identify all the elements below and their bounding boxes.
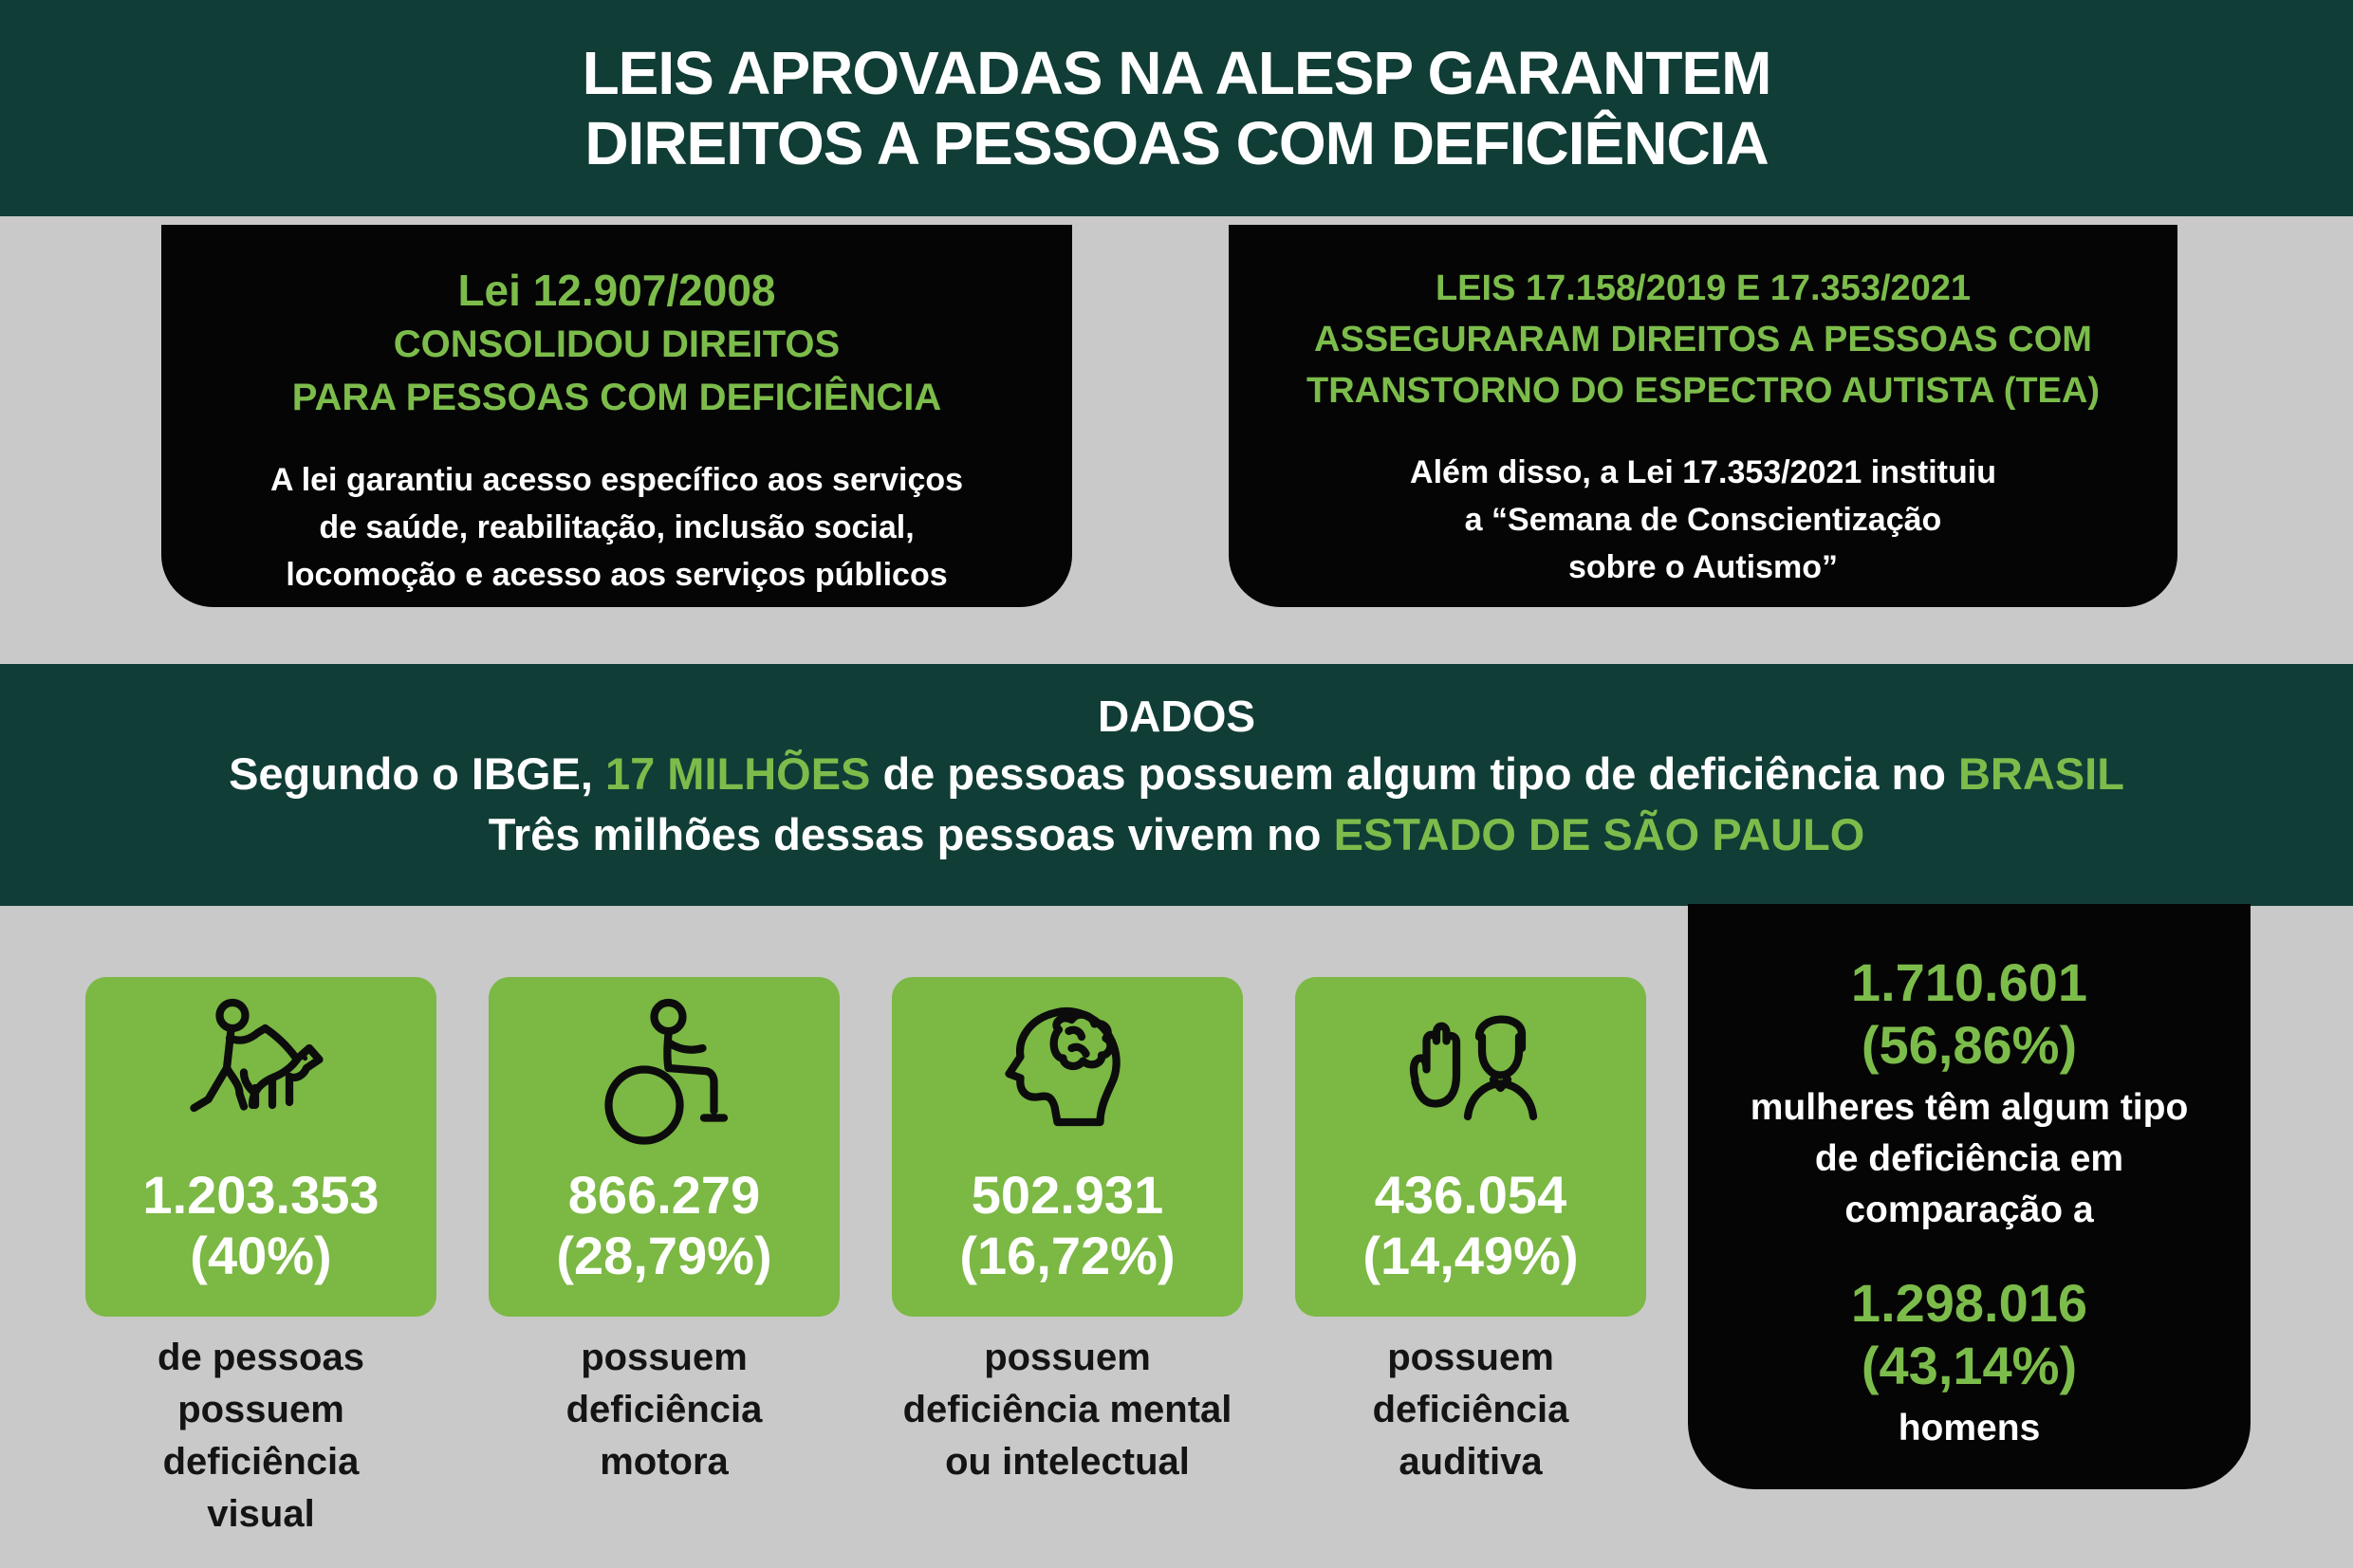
stat-value: 436.054 (1374, 1165, 1567, 1225)
men-value: 1.298.016 (1850, 1273, 2088, 1333)
dados-highlight-17-milhoes: 17 MILHÕES (604, 748, 871, 799)
caption-line: auditiva (1399, 1441, 1543, 1483)
dados-line-sao-paulo (489, 804, 1865, 865)
wheelchair-user-icon (579, 994, 750, 1165)
page-title-line1: LEIS APROVADAS NA ALESP GARANTEM (582, 39, 1771, 107)
caption-line: possuem (177, 1389, 344, 1430)
women-value: 1.710.601 (1850, 952, 2088, 1012)
stat-card-mental (892, 977, 1243, 1317)
stat-percent: (40%) (190, 1226, 332, 1285)
men-percent: (43,14%) (1861, 1336, 2078, 1395)
law-card-12907-2008 (161, 225, 1072, 607)
caption-line: possuem (581, 1337, 748, 1378)
law-card-heading (292, 263, 942, 424)
law-card-body (270, 456, 963, 599)
law-heading-line: CONSOLIDOU DIREITOS (393, 323, 841, 365)
law-number: Lei 12.907/2008 (457, 266, 776, 315)
law-body-line: A lei garantiu acesso específico aos serviços (269, 462, 964, 498)
caption-line: deficiência mental (902, 1389, 1232, 1430)
law-card-heading (1306, 263, 2100, 416)
caption-line: possuem (984, 1337, 1151, 1378)
caption-line: ou intelectual (945, 1441, 1190, 1483)
women-label-line: comparação a (1844, 1190, 2094, 1230)
caption-line: deficiência (565, 1389, 763, 1430)
caption-line: visual (207, 1493, 315, 1535)
caption-line: deficiência (1372, 1389, 1569, 1430)
stat-caption-motora (446, 1332, 882, 1488)
caption-line: possuem (1387, 1337, 1554, 1378)
stat-card-motora (489, 977, 840, 1317)
law-card-17158-17353 (1229, 225, 2177, 607)
dados-highlight-brasil: BRASIL (1957, 748, 2124, 799)
header-band (0, 0, 2353, 216)
men-label: homens (1898, 1408, 2041, 1448)
stat-percent: (28,79%) (556, 1226, 772, 1285)
stat-caption-visual (43, 1332, 479, 1540)
sign-language-hand-person-icon (1385, 994, 1556, 1165)
dados-band (0, 664, 2353, 906)
stat-card-auditiva (1295, 977, 1646, 1317)
caption-line: deficiência (162, 1441, 360, 1483)
women-label-line: mulheres têm algum tipo (1750, 1087, 2189, 1128)
page-title-line2: DIREITOS A PESSOAS COM DEFICIÊNCIA (584, 109, 1769, 177)
law-body-line: Além disso, a Lei 17.353/2021 instituiu (1410, 454, 1996, 490)
head-brain-icon (982, 994, 1153, 1165)
law-card-body (1410, 449, 1996, 591)
law-body-line: a “Semana de Conscientização (1464, 502, 1942, 538)
law-heading-line: PARA PESSOAS COM DEFICIÊNCIA (291, 377, 942, 418)
stat-value: 866.279 (567, 1165, 761, 1225)
caption-line: motora (600, 1441, 729, 1483)
dados-line-brasil (229, 744, 2124, 804)
women-label-line: de deficiência em (1814, 1138, 2124, 1179)
stat-value: 502.931 (971, 1165, 1164, 1225)
dados-highlight-estado-sp: ESTADO DE SÃO PAULO (1333, 809, 1865, 859)
stat-percent: (14,49%) (1362, 1226, 1579, 1285)
stat-card-visual (85, 977, 436, 1317)
law-heading-line: TRANSTORNO DO ESPECTRO AUTISTA (TEA) (1306, 371, 2100, 411)
caption-line: de pessoas (157, 1337, 364, 1378)
law-body-line: de saúde, reabilitação, inclusão social, (319, 509, 915, 545)
stat-percent: (16,72%) (959, 1226, 1176, 1285)
women-label (1751, 1082, 2189, 1236)
stat-caption-mental (849, 1332, 1286, 1488)
dados-title: DADOS (1097, 692, 1256, 741)
stat-caption-auditiva (1252, 1332, 1689, 1488)
dados-text: Três milhões dessas pessoas vivem no (488, 809, 1334, 859)
person-with-guide-dog-icon (176, 994, 346, 1165)
women-percent: (56,86%) (1861, 1015, 2078, 1075)
law-body-line: sobre o Autismo” (1568, 549, 1838, 585)
law-heading-line: ASSEGURARAM DIREITOS A PESSOAS COM (1314, 320, 2092, 360)
law-heading-line: LEIS 17.158/2019 E 17.353/2021 (1435, 268, 1972, 308)
stat-value: 1.203.353 (142, 1165, 380, 1225)
law-body-line: locomoção e acesso aos serviços públicos (286, 557, 948, 593)
dados-text: Segundo o IBGE, (229, 748, 605, 799)
dados-text: de pessoas possuem algum tipo de deficiência no (870, 748, 1958, 799)
gender-comparison-card (1688, 904, 2251, 1489)
